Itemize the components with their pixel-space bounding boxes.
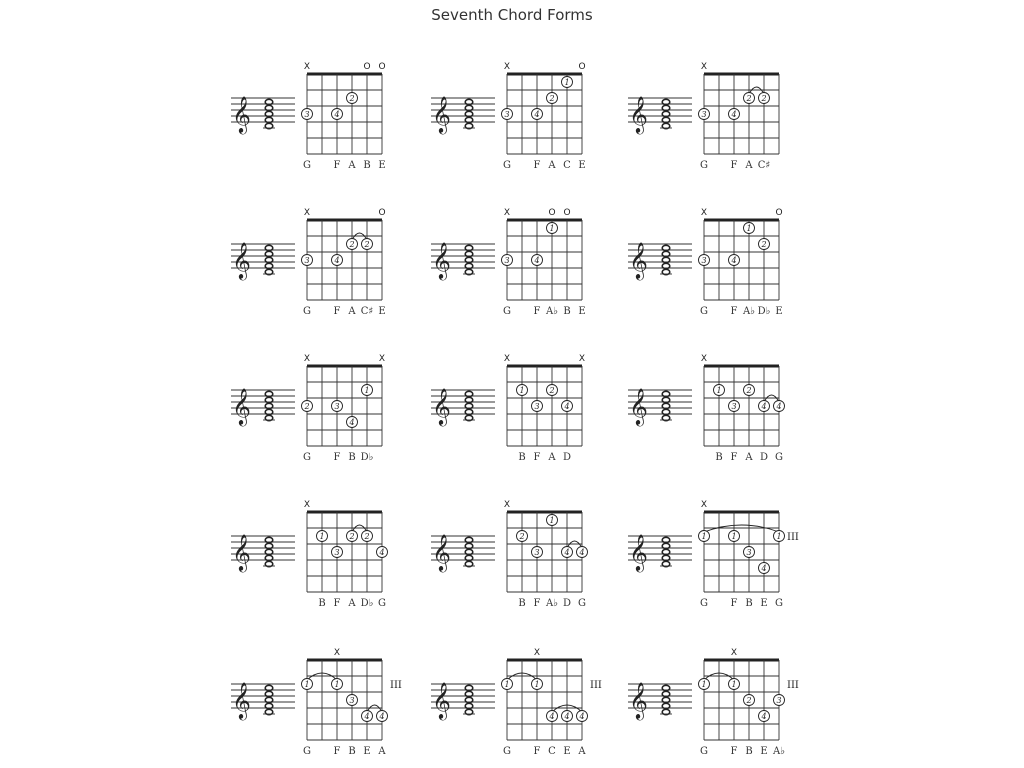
chord-diagram <box>431 648 602 757</box>
note-name-label: E <box>363 746 371 757</box>
finger-number: 1 <box>319 532 325 541</box>
note-name-label: G <box>775 598 783 609</box>
note-name-label: G <box>503 306 511 317</box>
note-name-label: F <box>533 746 541 757</box>
note-name-label: A♭ <box>773 746 785 757</box>
note-name-label: F <box>333 598 341 609</box>
note-name-label: D <box>562 598 572 609</box>
note-name-label: G <box>700 746 708 757</box>
note-name-label: F <box>730 598 738 609</box>
finger-number: 1 <box>364 386 370 395</box>
finger-number: 4 <box>731 110 737 119</box>
treble-clef-icon: 𝄞 <box>232 533 251 571</box>
finger-number: 2 <box>349 240 355 249</box>
finger-number: 3 <box>304 110 310 119</box>
finger-number: 3 <box>349 696 355 705</box>
finger-number: 4 <box>564 712 570 721</box>
note-name-label: A <box>378 746 386 757</box>
note-name-label: F <box>730 746 738 757</box>
chord-diagram <box>431 500 588 609</box>
treble-clef-icon: 𝄞 <box>232 387 251 425</box>
note-name-label: F <box>533 160 541 171</box>
finger-number: 3 <box>701 256 707 265</box>
finger-number: 4 <box>334 110 340 119</box>
note-name-label: A <box>348 306 356 317</box>
finger-number: 2 <box>549 94 555 103</box>
finger-number: 1 <box>549 224 555 233</box>
note-name-label: B <box>563 306 571 317</box>
muted-string-mark: X <box>730 648 738 658</box>
note-name-label: G <box>700 306 708 317</box>
note-name-label: A♭ <box>546 598 558 609</box>
position-label: III <box>390 680 402 691</box>
muted-string-mark: X <box>578 354 586 364</box>
note-name-label: D♭ <box>360 598 374 609</box>
finger-number: 1 <box>534 680 540 689</box>
finger-number: 1 <box>519 386 525 395</box>
finger-number: 4 <box>379 548 385 557</box>
note-name-label: F <box>333 306 341 317</box>
treble-clef-icon: 𝄞 <box>232 681 251 719</box>
finger-number: 3 <box>776 696 782 705</box>
muted-string-mark: X <box>700 500 708 510</box>
chord-diagram <box>431 354 585 463</box>
finger-number: 2 <box>761 94 767 103</box>
finger-number: 1 <box>564 78 570 87</box>
open-string-mark: O <box>378 62 386 72</box>
treble-clef-icon: 𝄞 <box>432 387 451 425</box>
note-name-label: E <box>578 306 586 317</box>
note-name-label: F <box>333 452 341 463</box>
note-name-label: F <box>333 746 341 757</box>
finger-number: 2 <box>746 386 752 395</box>
chord-diagram <box>431 62 586 171</box>
finger-number: 4 <box>364 712 370 721</box>
note-name-label: B <box>518 452 526 463</box>
finger-number: 3 <box>746 548 752 557</box>
treble-clef-icon: 𝄞 <box>629 681 648 719</box>
finger-number: 4 <box>564 402 570 411</box>
open-string-mark: O <box>578 62 586 72</box>
note-name-label: F <box>533 306 541 317</box>
finger-number: 4 <box>579 548 585 557</box>
finger-number: 4 <box>349 418 355 427</box>
note-name-label: B <box>363 160 371 171</box>
chord-diagram <box>628 500 799 609</box>
finger-number: 1 <box>701 680 707 689</box>
note-name-label: B <box>715 452 723 463</box>
finger-number: 3 <box>701 110 707 119</box>
muted-string-mark: X <box>533 648 541 658</box>
chord-diagram <box>231 648 402 757</box>
finger-number: 3 <box>534 402 540 411</box>
treble-clef-icon: 𝄞 <box>629 533 648 571</box>
note-name-label: E <box>578 160 586 171</box>
note-name-label: A <box>745 160 753 171</box>
note-name-label: A <box>548 452 556 463</box>
note-name-label: A <box>348 160 356 171</box>
muted-string-mark: X <box>503 62 511 72</box>
note-name-label: G <box>303 306 311 317</box>
muted-string-mark: X <box>303 62 311 72</box>
note-name-label: A♭ <box>546 306 558 317</box>
finger-number: 4 <box>334 256 340 265</box>
note-name-label: G <box>578 598 586 609</box>
finger-number: 4 <box>731 256 737 265</box>
open-string-mark: O <box>548 208 556 218</box>
note-name-label: G <box>303 160 311 171</box>
note-name-label: E <box>775 306 783 317</box>
treble-clef-icon: 𝄞 <box>432 95 451 133</box>
muted-string-mark: X <box>503 208 511 218</box>
note-name-label: C <box>563 160 571 171</box>
note-name-label: B <box>745 598 753 609</box>
finger-number: 1 <box>549 516 555 525</box>
position-label: III <box>787 680 799 691</box>
finger-number: 1 <box>701 532 707 541</box>
treble-clef-icon: 𝄞 <box>629 387 648 425</box>
finger-number: 2 <box>761 240 767 249</box>
note-name-label: C♯ <box>757 160 771 171</box>
note-name-label: G <box>303 452 311 463</box>
note-name-label: A <box>548 160 556 171</box>
treble-clef-icon: 𝄞 <box>232 95 251 133</box>
finger-number: 4 <box>549 712 555 721</box>
note-name-label: C <box>548 746 556 757</box>
muted-string-mark: X <box>503 500 511 510</box>
muted-string-mark: X <box>700 62 708 72</box>
finger-number: 2 <box>364 240 370 249</box>
chord-diagram <box>231 208 386 317</box>
barre-arc <box>704 525 779 532</box>
chord-diagram <box>628 62 779 171</box>
finger-number: 4 <box>564 548 570 557</box>
finger-number: 2 <box>349 94 355 103</box>
note-name-label: A♭ <box>743 306 755 317</box>
finger-number: 2 <box>549 386 555 395</box>
note-name-label: D♭ <box>757 306 771 317</box>
finger-number: 3 <box>731 402 737 411</box>
finger-number: 2 <box>304 402 310 411</box>
finger-number: 2 <box>746 94 752 103</box>
note-name-label: B <box>318 598 326 609</box>
note-name-label: G <box>700 598 708 609</box>
note-name-label: D <box>562 452 572 463</box>
treble-clef-icon: 𝄞 <box>629 241 648 279</box>
finger-number: 4 <box>579 712 585 721</box>
finger-number: 1 <box>776 532 782 541</box>
treble-clef-icon: 𝄞 <box>629 95 648 133</box>
muted-string-mark: X <box>303 500 311 510</box>
finger-number: 3 <box>334 548 340 557</box>
finger-number: 2 <box>746 696 752 705</box>
finger-number: 1 <box>716 386 722 395</box>
note-name-label: F <box>730 160 738 171</box>
note-name-label: A <box>578 746 586 757</box>
finger-number: 3 <box>504 256 510 265</box>
muted-string-mark: X <box>700 208 708 218</box>
finger-number: 4 <box>761 564 767 573</box>
finger-number: 4 <box>534 110 540 119</box>
treble-clef-icon: 𝄞 <box>432 241 451 279</box>
chord-diagram <box>628 354 785 463</box>
position-label: III <box>590 680 602 691</box>
note-name-label: G <box>775 452 783 463</box>
open-string-mark: O <box>775 208 783 218</box>
open-string-mark: O <box>378 208 386 218</box>
note-name-label: D♭ <box>360 452 374 463</box>
note-name-label: F <box>730 452 738 463</box>
open-string-mark: O <box>363 62 371 72</box>
note-name-label: G <box>503 160 511 171</box>
finger-number: 4 <box>776 402 782 411</box>
finger-number: 2 <box>519 532 525 541</box>
muted-string-mark: X <box>503 354 511 364</box>
finger-number: 1 <box>304 680 310 689</box>
muted-string-mark: X <box>333 648 341 658</box>
note-name-label: E <box>760 598 768 609</box>
note-name-label: G <box>378 598 386 609</box>
note-name-label: B <box>348 452 356 463</box>
chord-diagram <box>231 62 386 171</box>
chord-diagram <box>231 500 388 609</box>
note-name-label: E <box>563 746 571 757</box>
chord-diagram <box>628 208 783 317</box>
note-name-label: G <box>700 160 708 171</box>
finger-number: 4 <box>761 712 767 721</box>
finger-number: 3 <box>304 256 310 265</box>
finger-number: 4 <box>534 256 540 265</box>
note-name-label: B <box>518 598 526 609</box>
muted-string-mark: X <box>303 354 311 364</box>
chord-diagram <box>231 354 385 463</box>
note-name-label: D <box>759 452 769 463</box>
finger-number: 2 <box>349 532 355 541</box>
open-string-mark: O <box>563 208 571 218</box>
note-name-label: A <box>745 452 753 463</box>
finger-number: 2 <box>364 532 370 541</box>
note-name-label: F <box>533 598 541 609</box>
treble-clef-icon: 𝄞 <box>232 241 251 279</box>
chord-diagram <box>628 648 799 757</box>
note-name-label: A <box>348 598 356 609</box>
note-name-label: G <box>503 746 511 757</box>
muted-string-mark: X <box>700 354 708 364</box>
note-name-label: F <box>533 452 541 463</box>
note-name-label: E <box>760 746 768 757</box>
finger-number: 1 <box>731 532 737 541</box>
finger-number: 1 <box>504 680 510 689</box>
treble-clef-icon: 𝄞 <box>432 533 451 571</box>
finger-number: 1 <box>731 680 737 689</box>
note-name-label: E <box>378 160 386 171</box>
finger-number: 4 <box>761 402 767 411</box>
muted-string-mark: X <box>303 208 311 218</box>
position-label: III <box>787 532 799 543</box>
finger-number: 3 <box>504 110 510 119</box>
note-name-label: E <box>378 306 386 317</box>
finger-number: 3 <box>334 402 340 411</box>
note-name-label: G <box>303 746 311 757</box>
note-name-label: C♯ <box>360 306 374 317</box>
chord-diagram <box>431 208 586 317</box>
finger-number: 3 <box>534 548 540 557</box>
note-name-label: F <box>333 160 341 171</box>
muted-string-mark: X <box>378 354 386 364</box>
treble-clef-icon: 𝄞 <box>432 681 451 719</box>
finger-number: 4 <box>379 712 385 721</box>
page-title: Seventh Chord Forms <box>431 6 593 24</box>
note-name-label: B <box>348 746 356 757</box>
finger-number: 1 <box>334 680 340 689</box>
note-name-label: B <box>745 746 753 757</box>
finger-number: 1 <box>746 224 752 233</box>
note-name-label: F <box>730 306 738 317</box>
